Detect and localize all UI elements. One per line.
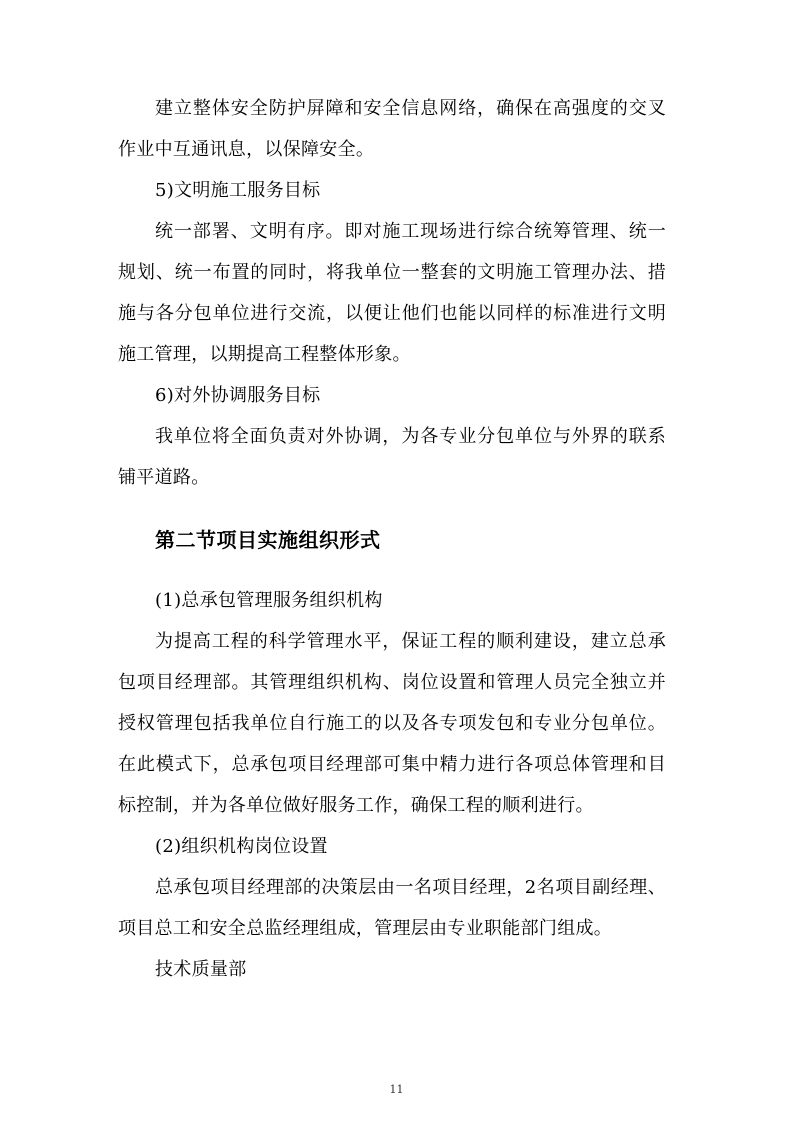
subheading-technical-quality-department: 技术质量部 <box>155 959 247 980</box>
page-content <box>118 88 666 990</box>
subheading-civilized-construction: 5)文明施工服务目标 <box>155 180 321 201</box>
subheading-position-setup: (2)组织机构岗位设置 <box>155 836 328 857</box>
paragraph-position-setup: 总承包项目经理部的决策层由一名项目经理，2名项目副经理、项目总工和安全总监经理组成，管理层由专业职能部门组成。 <box>118 877 666 939</box>
paragraph-civilized-construction: 统一部署、文明有序。即对施工现场进行综合统筹管理、统一规划、统一布置的同时，将我单位一整套的文明施工管理办法、措施与各分包单位进行交流，以便让他们也能以同样的标准进行文明施工管理，以期提高工程整体形象。 <box>118 221 666 365</box>
page-number: 11 <box>389 1083 404 1096</box>
subheading-general-contract-organization: (1)总承包管理服务组织机构 <box>155 590 383 611</box>
subheading-external-coordination: 6)对外协调服务目标 <box>155 385 321 406</box>
section-heading: 第二节项目实施组织形式 <box>155 528 381 552</box>
paragraph-safety-network: 建立整体安全防护屏障和安全信息网络，确保在高强度的交叉作业中互通讯息，以保障安全。 <box>118 98 666 160</box>
paragraph-external-coordination: 我单位将全面负责对外协调，为各专业分包单位与外界的联系铺平道路。 <box>118 426 666 488</box>
paragraph-general-contract-organization: 为提高工程的科学管理水平，保证工程的顺利建设，建立总承包项目经理部。其管理组织机构、岗位设置和管理人员完全独立并授权管理包括我单位自行施工的以及各专项发包和专业分包单位。在此模式下，总承包项目经理部可集中精力进行各项总体管理和目标控制，并为各单位做好服务工作，确保工程的顺利进行。 <box>118 631 666 816</box>
